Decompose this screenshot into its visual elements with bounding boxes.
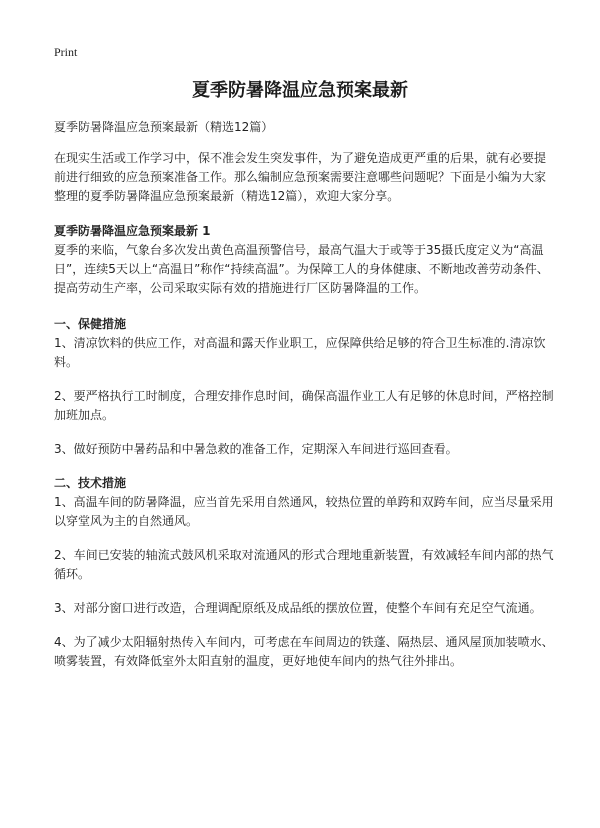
tech-item: 2、车间已安装的轴流式鼓风机采取对流通风的形式合理地重新装置，有效减轻车间内部的热气循环。: [54, 548, 554, 581]
document-body: [54, 118, 554, 686]
tech-item: 1、高温车间的防暑降温，应当首先采用自然通风，较热位置的单跨和双跨车间，应当尽量采用以穿堂风为主的自然通风。: [54, 495, 554, 528]
health-item: 3、做好预防中暑药品和中暑急救的准备工作，定期深入车间进行巡回查看。: [54, 442, 458, 456]
tech-item: 3、对部分窗口进行改造，合理调配原纸及成品纸的摆放位置，使整个车间有充足空气流通。: [54, 601, 542, 615]
tech-item: 4、为了减少太阳辐射热传入车间内，可考虑在车间周边的铁蓬、隔热层、通风屋顶加装喷水、喷雾装置，有效降低室外太阳直射的温度，更好地使车间内的热气往外排出。: [54, 635, 554, 668]
intro-paragraph: 在现实生活或工作学习中，保不准会发生突发事件，为了避免造成更严重的后果，就有必要提前进行细致的应急预案准备工作。那么编制应急预案需要注意哪些问题呢？下面是小编为大家整理的夏季防暑降温应急预案最新（精选12篇），欢迎大家分享。: [54, 151, 547, 203]
page-title: 夏季防暑降温应急预案最新: [192, 80, 408, 101]
print-link[interactable]: Print: [54, 45, 78, 59]
health-item: 1、清凉饮料的供应工作，对高温和露天作业职工，应保障供给足够的符合卫生标准的.清凉饮料。: [54, 336, 546, 369]
document-subtitle: 夏季防暑降温应急预案最新（精选12篇）: [54, 120, 274, 134]
section-title: 夏季防暑降温应急预案最新 1: [54, 224, 211, 238]
heading-health-measures: 一、保健措施: [54, 317, 127, 331]
section-paragraph: 夏季的来临，气象台多次发出黄色高温预警信号，最高气温大于或等于35摄氏度定义为“高温日”，连续5天以上“高温日”称作“持续高温”。为保障工人的身体健康、不断地改善劳动条件、提高劳动生产率，公司采取实际有效的措施进行厂区防暑降温的工作。: [54, 243, 549, 295]
heading-technical-measures: 二、技术措施: [54, 476, 127, 490]
health-item: 2、要严格执行工时制度，合理安排作息时间，确保高温作业工人有足够的休息时间，严格控制加班加点。: [54, 389, 554, 422]
